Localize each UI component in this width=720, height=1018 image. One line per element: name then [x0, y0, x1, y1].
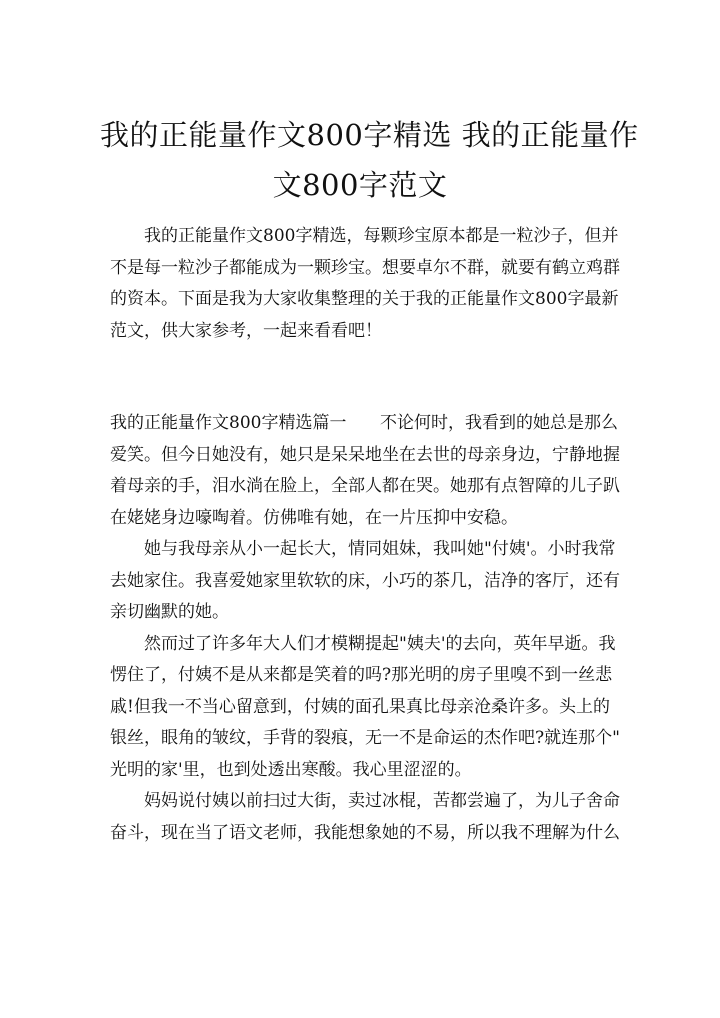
- para3-line-3: 戚!但我一不当心留意到，付姨的面孔果真比母亲沧桑许多。头上的: [110, 696, 610, 717]
- section-line-2: 爱笑。但今日她没有，她只是呆呆地坐在去世的母亲身边，宁静地握: [110, 444, 620, 465]
- section-line-4: 在姥姥身边嚎啕着。仿佛唯有她，在一片压抑中安稳。: [110, 507, 518, 528]
- para4-line-1: 妈妈说付姨以前扫过大街，卖过冰棍，苦都尝遍了，为儿子舍命: [144, 791, 620, 811]
- title-line-2: 文800字范文: [272, 168, 448, 202]
- para2-line-3: 亲切幽默的她。: [110, 602, 229, 622]
- intro-line-1: 我的正能量作文800字精选，每颗珍宝原本都是一粒沙子，但并: [144, 226, 619, 246]
- section-heading: 我的正能量作文800字精选篇一: [110, 413, 347, 433]
- paragraph-2: [110, 534, 620, 629]
- para2-line-2: 去她家住。我喜爱她家里软软的床，小巧的茶几，洁净的客厅，还有: [110, 570, 620, 591]
- para2-line-1: 她与我母亲从小一起长大，情同姐妹，我叫她"付姨'。小时我常: [144, 539, 616, 559]
- title-line-1: 我的正能量作文800字精选 我的正能量作: [100, 118, 639, 152]
- para3-line-5: 光明的家'里，也到处透出寒酸。我心里涩涩的。: [110, 759, 472, 780]
- section-line-3: 着母亲的手，泪水淌在脸上，全部人都在哭。她那有点智障的儿子趴: [110, 476, 620, 496]
- para3-line-1: 然而过了许多年大人们才模糊提起"姨夫'的去向，英年早逝。我: [144, 633, 616, 654]
- para4-line-2: 奋斗，现在当了语文老师，我能想象她的不易，所以我不理解为什么: [110, 822, 620, 843]
- para3-line-2: 愣住了，付姨不是从来都是笑着的吗?那光明的房子里嗅不到一丝悲: [110, 665, 613, 685]
- intro-line-3: 的资本。下面是我为大家收集整理的关于我的正能量作文800字最新: [110, 289, 619, 309]
- article-body: [110, 408, 620, 849]
- intro-line-4: 范文，供大家参考，一起来看看吧！: [110, 320, 382, 341]
- intro-paragraph: [110, 221, 620, 347]
- paragraph-3: [110, 629, 620, 787]
- intro-line-2: 不是每一粒沙子都能成为一颗珍宝。想要卓尔不群，就要有鹤立鸡群: [110, 257, 620, 278]
- document-title: [100, 110, 639, 210]
- paragraph-4: [110, 786, 620, 849]
- section-first-line-text: 不论何时，我看到的她总是那么: [380, 413, 618, 433]
- para3-line-4: 银丝，眼角的皱纹，手背的裂痕，无一不是命运的杰作吧?就连那个": [110, 728, 620, 748]
- section-first-line: [110, 408, 618, 440]
- section-first-paragraph: [110, 408, 620, 534]
